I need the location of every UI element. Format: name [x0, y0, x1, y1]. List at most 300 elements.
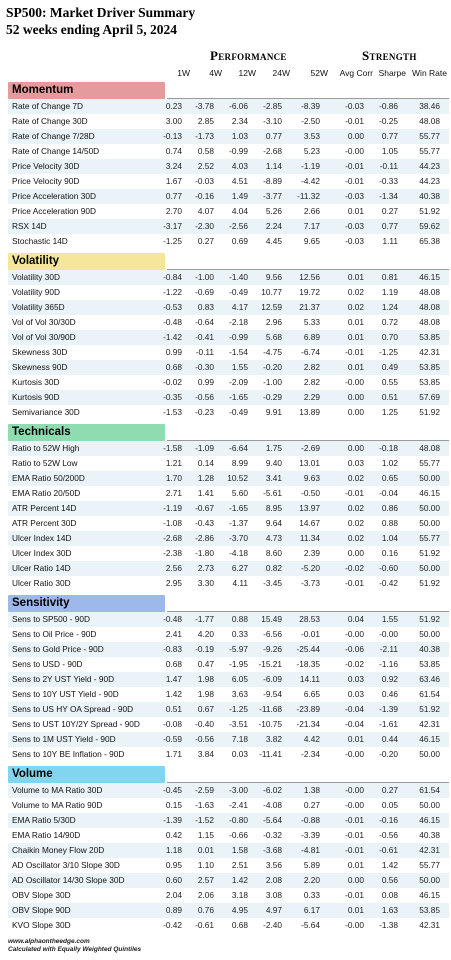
- row-label: Sens to Oil Price - 90D: [12, 629, 97, 639]
- cell-sharpe: -0.33: [379, 176, 398, 186]
- row-label: Ratio to 52W High: [12, 443, 80, 453]
- row-label: Rate of Change 30D: [12, 116, 88, 126]
- cell-24w: -6.02: [263, 785, 282, 795]
- section-volatility: [8, 253, 449, 420]
- cell-1w: -0.83: [163, 644, 182, 654]
- cell-4w: 2.06: [197, 890, 214, 900]
- cell-12w: 1.55: [231, 362, 248, 372]
- cell-12w: 4.04: [231, 206, 248, 216]
- cell-24w: -3.10: [263, 116, 282, 126]
- cell-52w: 5.89: [303, 860, 320, 870]
- row-label: RSX 14D: [12, 221, 47, 231]
- cell-52w: 2.39: [303, 548, 320, 558]
- cell-1w: -0.02: [163, 377, 182, 387]
- table-row: [8, 501, 449, 516]
- table-row: [8, 315, 449, 330]
- col-sharpe: Sharpe: [378, 68, 406, 78]
- cell-12w: 1.58: [231, 845, 248, 855]
- cell-4w: 0.76: [197, 905, 214, 915]
- cell-4w: 2.57: [197, 875, 214, 885]
- cell-52w: -8.39: [301, 101, 320, 111]
- table-row: [8, 843, 449, 858]
- cell-12w: -0.49: [229, 407, 248, 417]
- cell-12w: -2.09: [229, 377, 248, 387]
- table-row: [8, 360, 449, 375]
- cell-win-rate: 48.08: [419, 116, 440, 126]
- cell-win-rate: 50.00: [419, 875, 440, 885]
- cell-52w: 5.33: [303, 317, 320, 327]
- cell-sharpe: 1.55: [381, 614, 398, 624]
- cell-4w: 0.99: [197, 377, 214, 387]
- cell-sharpe: -1.34: [379, 191, 398, 201]
- cell-52w: 6.65: [303, 689, 320, 699]
- cell-24w: 15.49: [261, 614, 282, 624]
- cell-24w: 9.40: [265, 458, 282, 468]
- cell-avg-corr: -0.01: [345, 176, 364, 186]
- cell-sharpe: 1.24: [381, 302, 398, 312]
- driver-table: [8, 82, 449, 933]
- table-row: [8, 858, 449, 873]
- cell-avg-corr: -0.01: [345, 488, 364, 498]
- cell-avg-corr: -0.03: [345, 101, 364, 111]
- cell-24w: 8.60: [265, 548, 282, 558]
- cell-24w: 5.26: [265, 206, 282, 216]
- cell-sharpe: 0.49: [381, 362, 398, 372]
- cell-win-rate: 50.00: [419, 518, 440, 528]
- cell-win-rate: 42.31: [419, 347, 440, 357]
- row-label: Sens to SP500 - 90D: [12, 614, 90, 624]
- cell-win-rate: 65.38: [419, 236, 440, 246]
- cell-52w: 4.42: [303, 734, 320, 744]
- cell-24w: 3.08: [265, 890, 282, 900]
- cell-1w: -0.08: [163, 719, 182, 729]
- cell-4w: 0.47: [197, 659, 214, 669]
- cell-win-rate: 44.23: [419, 161, 440, 171]
- cell-win-rate: 55.77: [419, 533, 440, 543]
- row-label: Price Velocity 90D: [12, 176, 80, 186]
- table-row: [8, 114, 449, 129]
- cell-1w: -1.42: [163, 332, 182, 342]
- table-row: [8, 219, 449, 234]
- cell-win-rate: 40.38: [419, 644, 440, 654]
- cell-24w: -1.00: [263, 377, 282, 387]
- cell-1w: 0.23: [165, 101, 182, 111]
- cell-win-rate: 46.15: [419, 488, 440, 498]
- cell-win-rate: 46.15: [419, 272, 440, 282]
- cell-win-rate: 38.46: [419, 101, 440, 111]
- cell-avg-corr: -0.00: [345, 749, 364, 759]
- table-row: [8, 702, 449, 717]
- cell-24w: 1.75: [265, 443, 282, 453]
- cell-sharpe: -0.42: [379, 578, 398, 588]
- cell-12w: 4.51: [231, 176, 248, 186]
- cell-24w: -0.20: [263, 362, 282, 372]
- row-label: Sens to US HY OA Spread - 90D: [12, 704, 134, 714]
- cell-avg-corr: -0.01: [345, 845, 364, 855]
- cell-sharpe: 1.25: [381, 407, 398, 417]
- row-label: Kurtosis 90D: [12, 392, 60, 402]
- cell-24w: -11.41: [259, 749, 282, 759]
- cell-win-rate: 40.38: [419, 191, 440, 201]
- cell-avg-corr: 0.00: [347, 392, 364, 402]
- cell-52w: 2.66: [303, 206, 320, 216]
- cell-avg-corr: 0.01: [347, 905, 364, 915]
- cell-24w: 4.73: [265, 533, 282, 543]
- cell-avg-corr: -0.04: [345, 719, 364, 729]
- cell-sharpe: 0.46: [381, 689, 398, 699]
- column-headers: [0, 68, 451, 80]
- cell-24w: -5.64: [263, 815, 282, 825]
- cell-24w: 9.91: [265, 407, 282, 417]
- cell-52w: 13.01: [299, 458, 320, 468]
- cell-4w: -0.11: [195, 347, 214, 357]
- cell-win-rate: 42.31: [419, 920, 440, 930]
- cell-4w: -0.64: [195, 317, 214, 327]
- cell-win-rate: 53.85: [419, 332, 440, 342]
- cell-52w: 0.27: [303, 800, 320, 810]
- cell-avg-corr: 0.02: [347, 287, 364, 297]
- cell-52w: -0.50: [301, 488, 320, 498]
- cell-12w: -5.97: [229, 644, 248, 654]
- row-label: EMA Ratio 14/90D: [12, 830, 81, 840]
- cell-win-rate: 55.77: [419, 860, 440, 870]
- cell-sharpe: 0.86: [381, 503, 398, 513]
- table-row: [8, 270, 449, 285]
- cell-12w: 4.95: [231, 905, 248, 915]
- row-label: Ulcer Index 30D: [12, 548, 72, 558]
- cell-sharpe: -1.25: [379, 347, 398, 357]
- cell-sharpe: 0.88: [381, 518, 398, 528]
- table-row: [8, 456, 449, 471]
- cell-24w: -0.29: [263, 392, 282, 402]
- cell-24w: 0.82: [265, 563, 282, 573]
- cell-12w: -2.18: [229, 317, 248, 327]
- cell-52w: -18.35: [296, 659, 320, 669]
- cell-12w: -1.65: [229, 503, 248, 513]
- cell-avg-corr: -0.06: [345, 644, 364, 654]
- row-label: EMA Ratio 20/50D: [12, 488, 81, 498]
- row-label: Price Velocity 30D: [12, 161, 80, 171]
- cell-4w: -1.63: [195, 800, 214, 810]
- cell-24w: 3.82: [265, 734, 282, 744]
- cell-12w: 7.18: [231, 734, 248, 744]
- cell-1w: -0.48: [163, 317, 182, 327]
- cell-24w: 9.56: [265, 272, 282, 282]
- cell-4w: 3.30: [197, 578, 214, 588]
- cell-4w: 1.98: [197, 674, 214, 684]
- cell-12w: -6.06: [229, 101, 248, 111]
- cell-12w: 4.17: [231, 302, 248, 312]
- cell-win-rate: 46.15: [419, 815, 440, 825]
- cell-52w: 9.63: [303, 473, 320, 483]
- cell-4w: -2.59: [195, 785, 214, 795]
- section-header: Momentum: [8, 82, 165, 99]
- section-volume: [8, 766, 449, 933]
- cell-4w: -2.30: [195, 221, 214, 231]
- cell-avg-corr: 0.03: [347, 689, 364, 699]
- table-row: [8, 189, 449, 204]
- cell-1w: 0.74: [165, 146, 182, 156]
- cell-4w: -0.61: [195, 920, 214, 930]
- cell-24w: 10.77: [261, 287, 282, 297]
- cell-12w: 5.60: [231, 488, 248, 498]
- cell-52w: 21.37: [299, 302, 320, 312]
- cell-52w: 5.23: [303, 146, 320, 156]
- cell-12w: 0.33: [231, 629, 248, 639]
- cell-24w: -5.61: [263, 488, 282, 498]
- cell-24w: 2.08: [265, 875, 282, 885]
- cell-12w: 6.05: [231, 674, 248, 684]
- row-label: Sens to Gold Price - 90D: [12, 644, 104, 654]
- section-header: Volatility: [8, 253, 165, 270]
- col-52w: 52W: [310, 68, 328, 78]
- cell-1w: 2.95: [165, 578, 182, 588]
- row-label: AD Oscillator 3/10 Slope 30D: [12, 860, 120, 870]
- cell-4w: -2.86: [195, 533, 214, 543]
- cell-sharpe: -0.25: [379, 116, 398, 126]
- cell-52w: -1.19: [301, 161, 320, 171]
- cell-4w: -0.19: [195, 644, 214, 654]
- cell-1w: -2.38: [163, 548, 182, 558]
- cell-avg-corr: 0.03: [347, 674, 364, 684]
- cell-avg-corr: -0.03: [345, 236, 364, 246]
- cell-1w: 3.00: [165, 116, 182, 126]
- cell-win-rate: 48.08: [419, 302, 440, 312]
- cell-24w: -4.08: [263, 800, 282, 810]
- section-header: Technicals: [8, 424, 165, 441]
- cell-24w: 3.56: [265, 860, 282, 870]
- cell-sharpe: 1.11: [382, 236, 398, 246]
- cell-12w: 3.18: [231, 890, 248, 900]
- cell-sharpe: 0.55: [381, 377, 398, 387]
- row-label: Volatility 365D: [12, 302, 65, 312]
- cell-4w: 2.73: [197, 563, 214, 573]
- cell-win-rate: 51.92: [419, 614, 440, 624]
- row-label: OBV Slope 30D: [12, 890, 71, 900]
- cell-4w: 0.01: [197, 845, 214, 855]
- cell-avg-corr: 0.02: [347, 533, 364, 543]
- cell-sharpe: -0.00: [379, 629, 398, 639]
- table-row: [8, 873, 449, 888]
- row-label: Sens to 2Y UST Yield - 90D: [12, 674, 115, 684]
- cell-4w: 1.41: [197, 488, 214, 498]
- cell-1w: 1.67: [165, 176, 182, 186]
- cell-avg-corr: -0.00: [345, 377, 364, 387]
- cell-12w: -2.41: [229, 800, 248, 810]
- cell-avg-corr: -0.00: [345, 800, 364, 810]
- cell-12w: -1.25: [229, 704, 248, 714]
- table-row: [8, 657, 449, 672]
- cell-1w: 0.77: [165, 191, 182, 201]
- table-row: [8, 144, 449, 159]
- cell-1w: 3.24: [165, 161, 182, 171]
- cell-24w: -9.54: [263, 689, 282, 699]
- cell-avg-corr: -0.03: [345, 221, 364, 231]
- row-label: Rate of Change 7/28D: [12, 131, 95, 141]
- cell-avg-corr: -0.01: [345, 116, 364, 126]
- cell-win-rate: 42.31: [419, 719, 440, 729]
- cell-1w: 1.21: [165, 458, 182, 468]
- cell-sharpe: 1.02: [381, 458, 398, 468]
- cell-4w: -0.30: [195, 362, 214, 372]
- cell-sharpe: 0.70: [381, 332, 398, 342]
- section-sensitivity: [8, 595, 449, 762]
- cell-52w: 13.97: [299, 503, 320, 513]
- cell-1w: 2.04: [165, 890, 182, 900]
- table-row: [8, 99, 449, 114]
- cell-avg-corr: -0.01: [345, 830, 364, 840]
- cell-24w: 1.14: [265, 161, 282, 171]
- table-row: [8, 390, 449, 405]
- cell-12w: 6.27: [231, 563, 248, 573]
- section-header: Volume: [8, 766, 165, 783]
- cell-sharpe: 0.77: [381, 131, 398, 141]
- row-label: Rate of Change 14/50D: [12, 146, 100, 156]
- cell-avg-corr: -0.01: [345, 578, 364, 588]
- cell-12w: 1.03: [231, 131, 248, 141]
- cell-avg-corr: 0.02: [347, 473, 364, 483]
- cell-sharpe: 0.05: [381, 800, 398, 810]
- table-row: [8, 783, 449, 798]
- cell-24w: -11.68: [259, 704, 282, 714]
- cell-12w: -1.95: [229, 659, 248, 669]
- row-label: AD Oscillator 14/30 Slope 30D: [12, 875, 125, 885]
- cell-1w: -0.13: [163, 131, 182, 141]
- cell-52w: -21.34: [296, 719, 320, 729]
- cell-12w: -1.37: [229, 518, 248, 528]
- cell-1w: 1.42: [165, 689, 182, 699]
- cell-1w: -0.53: [163, 302, 182, 312]
- cell-24w: -3.45: [263, 578, 282, 588]
- col-24w: 24W: [272, 68, 290, 78]
- cell-4w: 0.27: [197, 236, 214, 246]
- cell-win-rate: 53.85: [419, 905, 440, 915]
- cell-sharpe: 0.72: [381, 317, 398, 327]
- table-row: [8, 441, 449, 456]
- table-row: [8, 687, 449, 702]
- cell-sharpe: 0.77: [381, 221, 398, 231]
- col-1w: 1W: [177, 68, 190, 78]
- cell-1w: -1.08: [163, 518, 182, 528]
- cell-1w: -3.17: [163, 221, 182, 231]
- table-row: [8, 732, 449, 747]
- cell-12w: 3.63: [231, 689, 248, 699]
- cell-1w: 0.15: [165, 800, 182, 810]
- cell-win-rate: 51.92: [419, 704, 440, 714]
- cell-win-rate: 51.92: [419, 206, 440, 216]
- cell-win-rate: 46.15: [419, 734, 440, 744]
- cell-win-rate: 48.08: [419, 287, 440, 297]
- cell-avg-corr: 0.01: [347, 206, 364, 216]
- cell-win-rate: 50.00: [419, 749, 440, 759]
- cell-sharpe: -0.16: [379, 815, 398, 825]
- row-label: OBV Slope 90D: [12, 905, 71, 915]
- cell-avg-corr: 0.00: [347, 443, 364, 453]
- col-avg-corr: Avg Corr: [339, 68, 373, 78]
- cell-24w: -2.40: [263, 920, 282, 930]
- row-label: Sens to 10Y UST Yield - 90D: [12, 689, 119, 699]
- cell-52w: 2.82: [303, 377, 320, 387]
- cell-avg-corr: -0.01: [345, 890, 364, 900]
- cell-12w: -3.00: [229, 785, 248, 795]
- section-momentum: [8, 82, 449, 249]
- cell-4w: 0.67: [197, 704, 214, 714]
- cell-avg-corr: 0.00: [347, 548, 364, 558]
- row-label: Volatility 30D: [12, 272, 60, 282]
- cell-12w: -0.49: [229, 287, 248, 297]
- cell-4w: -0.69: [195, 287, 214, 297]
- cell-52w: -0.88: [301, 815, 320, 825]
- cell-avg-corr: 0.02: [347, 503, 364, 513]
- cell-4w: -1.77: [195, 614, 214, 624]
- cell-12w: -4.18: [229, 548, 248, 558]
- cell-win-rate: 51.92: [419, 407, 440, 417]
- cell-sharpe: 0.92: [381, 674, 398, 684]
- row-label: Vol of Vol 30/90D: [12, 332, 76, 342]
- table-row: [8, 561, 449, 576]
- cell-sharpe: -0.56: [379, 830, 398, 840]
- cell-4w: 4.07: [197, 206, 214, 216]
- cell-sharpe: -0.04: [379, 488, 398, 498]
- table-row: [8, 642, 449, 657]
- cell-1w: 0.60: [165, 875, 182, 885]
- cell-12w: -0.80: [229, 815, 248, 825]
- cell-24w: -6.56: [263, 629, 282, 639]
- cell-sharpe: -0.18: [379, 443, 398, 453]
- row-label: Ratio to 52W Low: [12, 458, 78, 468]
- row-label: Skewness 30D: [12, 347, 68, 357]
- cell-win-rate: 50.00: [419, 629, 440, 639]
- cell-win-rate: 50.00: [419, 563, 440, 573]
- cell-win-rate: 55.77: [419, 458, 440, 468]
- cell-avg-corr: -0.01: [345, 815, 364, 825]
- cell-24w: 4.45: [265, 236, 282, 246]
- cell-avg-corr: 0.01: [347, 362, 364, 372]
- row-label: Semivariance 30D: [12, 407, 80, 417]
- table-row: [8, 345, 449, 360]
- row-label: Kurtosis 30D: [12, 377, 60, 387]
- cell-12w: 0.88: [231, 614, 248, 624]
- cell-4w: 1.28: [197, 473, 214, 483]
- cell-12w: 1.49: [231, 191, 248, 201]
- cell-24w: -2.68: [263, 146, 282, 156]
- cell-4w: 0.83: [197, 302, 214, 312]
- table-row: [8, 918, 449, 933]
- footer-site: www.alphaontheedge.com: [8, 938, 90, 945]
- cell-4w: -0.43: [195, 518, 214, 528]
- cell-1w: -0.45: [163, 785, 182, 795]
- cell-52w: -3.73: [301, 578, 320, 588]
- cell-52w: 6.17: [303, 905, 320, 915]
- cell-24w: 2.96: [265, 317, 282, 327]
- cell-4w: -0.56: [195, 734, 214, 744]
- cell-24w: -0.32: [263, 830, 282, 840]
- cell-avg-corr: -0.00: [345, 146, 364, 156]
- cell-52w: -23.89: [296, 704, 320, 714]
- cell-1w: 0.95: [165, 860, 182, 870]
- cell-win-rate: 50.00: [419, 800, 440, 810]
- cell-52w: -2.69: [301, 443, 320, 453]
- cell-24w: -15.21: [258, 659, 282, 669]
- table-row: [8, 300, 449, 315]
- cell-4w: -0.41: [195, 332, 214, 342]
- cell-avg-corr: -0.04: [345, 704, 364, 714]
- cell-sharpe: 1.42: [381, 860, 398, 870]
- cell-24w: 5.68: [265, 332, 282, 342]
- cell-12w: -0.99: [229, 332, 248, 342]
- table-row: [8, 234, 449, 249]
- cell-4w: -0.16: [195, 191, 214, 201]
